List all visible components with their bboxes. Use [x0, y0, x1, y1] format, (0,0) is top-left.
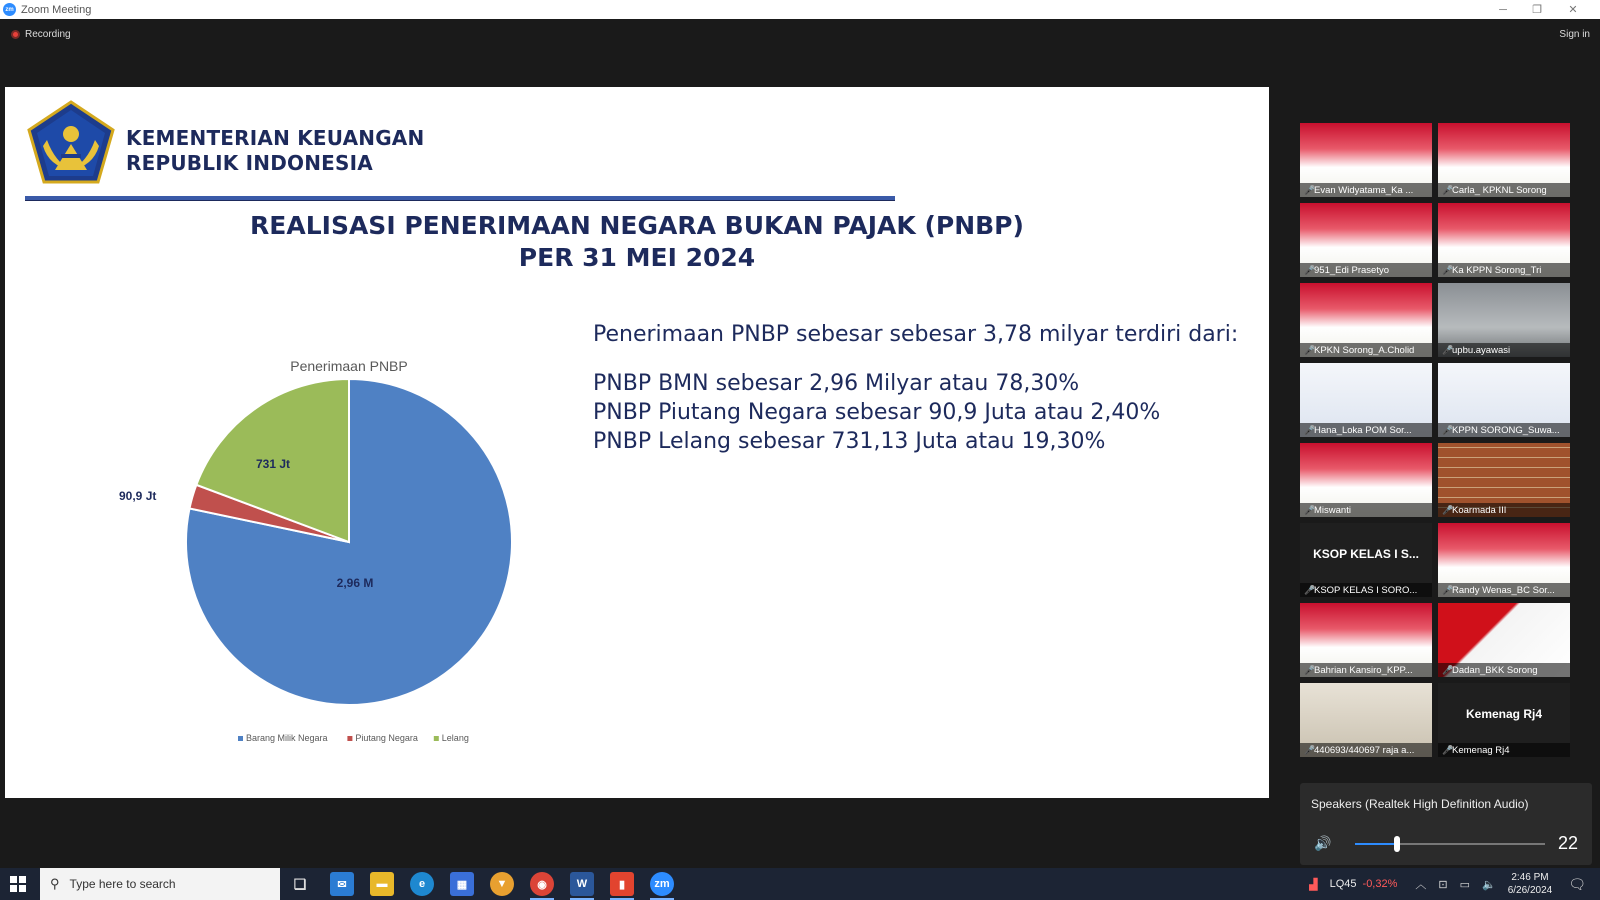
participant-name-bar: [1300, 423, 1432, 437]
meet-now-icon[interactable]: ⊡: [1438, 878, 1448, 891]
participant-tile[interactable]: [1300, 523, 1432, 597]
close-button[interactable]: ✕: [1568, 4, 1578, 16]
microphone-muted-icon: 🎤: [1304, 505, 1316, 515]
summary-text: [593, 322, 1253, 456]
app-shortcut-icon[interactable]: ▼: [490, 872, 514, 896]
microphone-muted-icon: 🎤: [1442, 585, 1454, 595]
legend-label: Piutang Negara: [355, 733, 418, 743]
participant-name: 951_Edi Prasetyo: [1314, 265, 1389, 276]
network-icon[interactable]: ▭: [1459, 878, 1471, 891]
windows-taskbar: [0, 868, 1600, 900]
participant-name: Miswanti: [1314, 505, 1351, 516]
participant-name: Kemenag Rj4: [1452, 745, 1510, 756]
participant-tile[interactable]: [1438, 683, 1570, 757]
participant-name: Evan Widyatama_Ka ...: [1314, 185, 1414, 196]
speaker-icon[interactable]: 🔊: [1314, 835, 1332, 851]
participant-display-name: KSOP KELAS I S...: [1313, 547, 1419, 561]
volume-slider[interactable]: [1355, 843, 1545, 845]
minimize-button[interactable]: ─: [1499, 3, 1507, 16]
participant-name: 440693/440697 raja a...: [1314, 745, 1415, 756]
microphone-muted-icon: 🎤: [1442, 265, 1454, 275]
participant-tile[interactable]: [1300, 443, 1432, 517]
stock-index-label[interactable]: LQ45: [1329, 878, 1357, 890]
clock-date: 6/26/2024: [1507, 885, 1553, 896]
volume-icon[interactable]: 🔈: [1482, 878, 1496, 891]
show-hidden-icons-icon[interactable]: ︿: [1415, 879, 1427, 891]
notification-icon[interactable]: 🗨: [1568, 875, 1586, 892]
participant-name-bar: [1438, 343, 1570, 357]
file-explorer-icon[interactable]: ▬: [370, 872, 394, 896]
summary-line: PNBP Piutang Negara sebesar 90,9 Juta atau 2,40%: [593, 400, 1161, 425]
stock-index-change: -0,32%: [1362, 878, 1398, 890]
record-icon: [11, 30, 20, 39]
microphone-muted-icon: 🎤: [1304, 345, 1316, 355]
mail-app-icon[interactable]: ✉: [330, 872, 354, 896]
participant-name-bar: [1300, 663, 1432, 677]
meeting-top-bar: [0, 19, 1600, 49]
participant-name-bar: [1438, 503, 1570, 517]
volume-slider-thumb[interactable]: [1394, 836, 1400, 852]
zoom-app-icon[interactable]: zm: [650, 872, 674, 896]
search-icon: ⚲: [50, 876, 60, 891]
ministry-line-1: KEMENTERIAN KEUANGAN: [126, 126, 425, 150]
legend-swatch: [434, 736, 439, 741]
pie-chart: [119, 352, 585, 772]
task-view-icon[interactable]: ❏: [293, 875, 307, 892]
header-divider: [25, 196, 895, 201]
participant-tile[interactable]: [1300, 683, 1432, 757]
microphone-muted-icon: 🎤: [1304, 425, 1316, 435]
microphone-muted-icon: 🎤: [1442, 745, 1454, 755]
summary-intro: Penerimaan PNBP sebesar sebesar 3,78 milyar terdiri dari:: [593, 322, 1239, 347]
participant-name-bar: [1300, 743, 1432, 757]
participant-tile[interactable]: [1438, 443, 1570, 517]
restore-button[interactable]: ❐: [1532, 4, 1542, 16]
participant-tile[interactable]: [1438, 283, 1570, 357]
pie-data-label: 90,9 Jt: [119, 489, 157, 503]
participant-tile[interactable]: [1300, 203, 1432, 277]
participant-name: Ka KPPN Sorong_Tri: [1452, 265, 1542, 276]
participant-tile[interactable]: [1300, 283, 1432, 357]
participant-name-bar: [1438, 743, 1570, 757]
participant-tile[interactable]: [1438, 123, 1570, 197]
participant-name-bar: [1300, 583, 1432, 597]
microphone-muted-icon: 🎤: [1442, 345, 1454, 355]
legend-swatch: [347, 736, 352, 741]
legend-swatch: [238, 736, 243, 741]
shared-screen-slide: [5, 87, 1269, 798]
edge-browser-icon[interactable]: e: [410, 872, 434, 896]
recording-label: Recording: [25, 29, 71, 40]
microphone-muted-icon: 🎤: [1304, 745, 1316, 755]
chart-title: Penerimaan PNBP: [290, 358, 408, 374]
system-tray: [1309, 868, 1600, 900]
audio-volume-panel: [1300, 783, 1592, 865]
participant-name: KPPN SORONG_Suwa...: [1452, 425, 1560, 436]
microphone-muted-icon: 🎤: [1442, 185, 1454, 195]
ministry-emblem-icon: [25, 100, 117, 186]
window-title: Zoom Meeting: [21, 3, 92, 16]
store-app-icon[interactable]: ▦: [450, 872, 474, 896]
microphone-muted-icon: 🎤: [1442, 665, 1454, 675]
pie-data-label: 731 Jt: [255, 457, 291, 471]
participant-name: KSOP KELAS I SORO...: [1314, 585, 1418, 596]
ministry-line-2: REPUBLIK INDONESIA: [126, 151, 373, 175]
microphone-muted-icon: 🎤: [1442, 505, 1454, 515]
sign-in-button[interactable]: Sign in: [1559, 29, 1590, 40]
search-placeholder: Type here to search: [69, 877, 176, 891]
recording-indicator[interactable]: [11, 29, 71, 40]
slide-title-line-1: REALISASI PENERIMAAN NEGARA BUKAN PAJAK (PNBP): [250, 211, 1024, 240]
taskbar-clock[interactable]: [1508, 871, 1553, 897]
participant-name: KPKN Sorong_A.Cholid: [1314, 345, 1415, 356]
microphone-muted-icon: 🎤: [1304, 665, 1316, 675]
participant-display-name: Kemenag Rj4: [1465, 707, 1543, 721]
participant-tile[interactable]: [1438, 523, 1570, 597]
summary-line: PNBP Lelang sebesar 731,13 Juta atau 19,30%: [593, 429, 1106, 454]
participant-name-bar: [1438, 423, 1570, 437]
participant-tile[interactable]: [1438, 203, 1570, 277]
speaker-device-label[interactable]: Speakers (Realtek High Definition Audio): [1311, 797, 1529, 811]
participant-name: Bahrian Kansiro_KPP...: [1314, 665, 1413, 676]
participant-name: Koarmada III: [1452, 505, 1507, 516]
microphone-muted-icon: 🎤: [1442, 425, 1454, 435]
volume-value: 22: [1557, 833, 1578, 853]
participant-name-bar: [1438, 263, 1570, 277]
summary-line: PNBP BMN sebesar 2,96 Milyar atau 78,30%: [593, 371, 1080, 396]
participant-name-bar: [1300, 183, 1432, 197]
participant-name: Dadan_BKK Sorong: [1452, 665, 1538, 676]
ministry-name: [126, 126, 424, 176]
taskbar-search-box[interactable]: [40, 868, 280, 900]
participant-name-bar: [1300, 263, 1432, 277]
participant-tile[interactable]: [1300, 363, 1432, 437]
participant-name: Randy Wenas_BC Sor...: [1452, 585, 1555, 596]
window-titlebar: [0, 0, 1600, 19]
slide-title: [5, 210, 1269, 274]
zoom-logo-icon: zm: [3, 3, 16, 16]
chrome-browser-icon[interactable]: ◉: [530, 872, 554, 896]
windows-start-icon[interactable]: [10, 876, 26, 892]
participant-name: upbu.ayawasi: [1452, 345, 1511, 356]
participant-tile[interactable]: [1300, 603, 1432, 677]
word-app-icon[interactable]: W: [570, 872, 594, 896]
participant-name: Hana_Loka POM Sor...: [1314, 425, 1412, 436]
participant-name-bar: [1438, 183, 1570, 197]
participant-name-bar: [1300, 343, 1432, 357]
participant-name: Carla_ KPKNL Sorong: [1452, 185, 1547, 196]
microphone-muted-icon: 🎤: [1304, 185, 1316, 195]
participant-name-bar: [1438, 663, 1570, 677]
participant-name-bar: [1438, 583, 1570, 597]
clock-time: 2:46 PM: [1511, 872, 1549, 883]
slide-title-line-2: PER 31 MEI 2024: [518, 243, 756, 272]
participant-tile[interactable]: [1438, 603, 1570, 677]
microphone-muted-icon: 🎤: [1304, 265, 1316, 275]
stock-chart-icon[interactable]: ▟: [1309, 878, 1318, 891]
participant-tile[interactable]: [1438, 363, 1570, 437]
legend-label: Barang Milik Negara: [246, 733, 328, 743]
pdf-app-icon[interactable]: ▮: [610, 872, 634, 896]
volume-fill: [1355, 843, 1397, 845]
participant-tile[interactable]: [1300, 123, 1432, 197]
legend-label: Lelang: [441, 733, 469, 743]
microphone-muted-icon: 🎤: [1304, 585, 1316, 595]
pie-data-label: 2,96 M: [336, 576, 374, 590]
participant-name-bar: [1300, 503, 1432, 517]
